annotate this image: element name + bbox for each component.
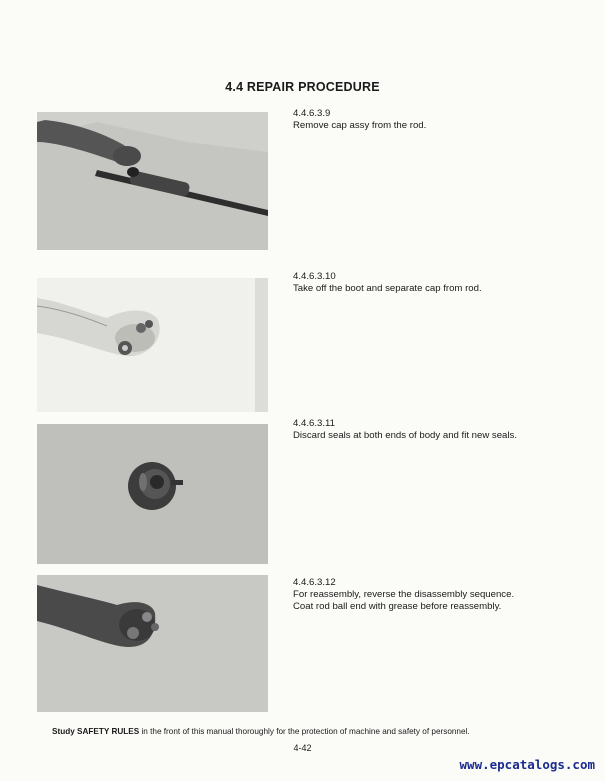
photo-reassembly-parts bbox=[37, 575, 268, 712]
photo-remove-cap-assy bbox=[37, 112, 268, 250]
step-4-4-6-3-10 bbox=[293, 271, 583, 295]
step-4-4-6-3-12 bbox=[293, 577, 583, 613]
step-instruction: Coat rod ball end with grease before reassembly. bbox=[293, 601, 502, 612]
page-title: 4.4 REPAIR PROCEDURE bbox=[225, 80, 380, 94]
watermark-link[interactable]: www.epcatalogs.com bbox=[459, 757, 595, 772]
safety-footer-text: in the front of this manual thoroughly for the protection of machine and safety of personnel. bbox=[139, 727, 470, 736]
page-number: 4-42 bbox=[293, 743, 312, 753]
safety-rules-emphasis: Study SAFETY RULES bbox=[52, 727, 140, 736]
step-number: 4.4.6.3.10 bbox=[293, 271, 336, 282]
step-4-4-6-3-11 bbox=[293, 418, 583, 442]
photo-boot-and-cap bbox=[37, 278, 268, 412]
step-instruction: Remove cap assy from the rod. bbox=[293, 120, 427, 131]
step-instruction: Take off the boot and separate cap from rod. bbox=[293, 283, 482, 294]
step-number: 4.4.6.3.11 bbox=[293, 418, 335, 429]
photo-seals-on-body bbox=[37, 424, 268, 564]
step-number: 4.4.6.3.9 bbox=[293, 108, 331, 119]
safety-footer-note bbox=[52, 727, 572, 736]
step-instruction: Discard seals at both ends of body and fit new seals. bbox=[293, 430, 517, 441]
step-4-4-6-3-9 bbox=[293, 108, 583, 132]
step-number: 4.4.6.3.12 bbox=[293, 577, 336, 588]
step-instruction: For reassembly, reverse the disassembly sequence. bbox=[293, 589, 515, 600]
